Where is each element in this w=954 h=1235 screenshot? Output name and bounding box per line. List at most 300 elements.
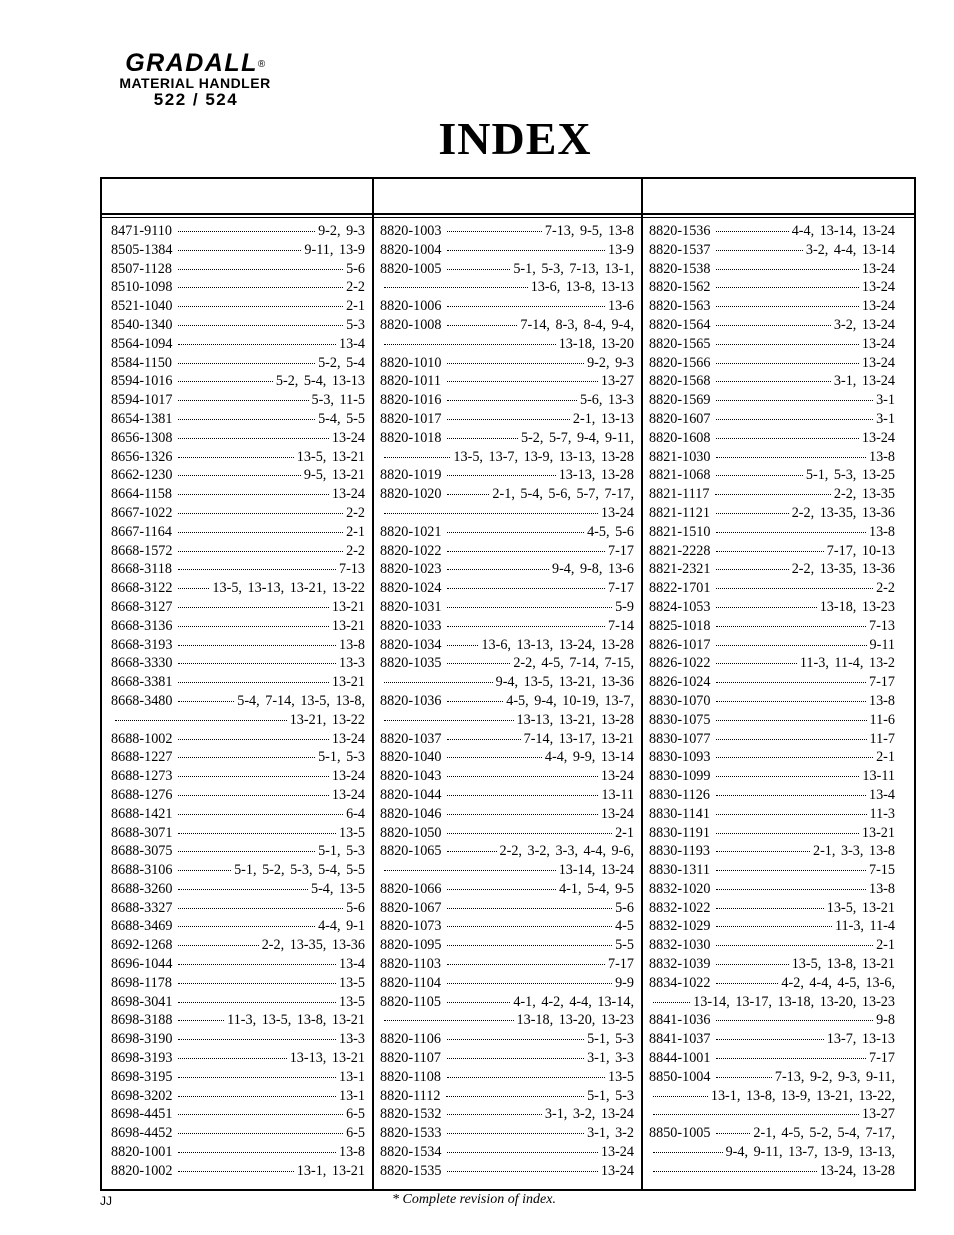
part-number: 8821-1121: [649, 504, 710, 521]
index-entry: [649, 936, 895, 955]
dot-leader: [447, 437, 517, 439]
dot-leader: [716, 437, 858, 439]
part-number: 8521-1040: [111, 298, 173, 315]
part-number: 8821-2228: [649, 542, 711, 559]
dot-leader: [178, 738, 328, 740]
dot-leader: [653, 1001, 690, 1003]
page-references: 6-4: [346, 805, 365, 822]
page-references: 2-1: [876, 937, 895, 954]
page-references: 2-1: [346, 523, 365, 540]
part-number: 8668-3381: [111, 674, 173, 691]
page-references: 2-1: [346, 298, 365, 315]
dot-leader: [178, 963, 336, 965]
page-references: 2-2: [346, 542, 365, 559]
logo-model: 522 / 524: [153, 90, 239, 109]
dot-leader: [716, 888, 866, 890]
part-number: 8824-1053: [649, 598, 711, 615]
dot-leader: [716, 925, 831, 927]
dot-leader: [716, 644, 866, 646]
dot-leader: [716, 456, 866, 458]
page-references: 5-6: [346, 899, 365, 916]
dot-leader: [178, 512, 343, 514]
part-number: 8844-1001: [649, 1050, 711, 1067]
part-number: 8688-3260: [111, 880, 173, 897]
part-number: 8834-1022: [649, 974, 711, 991]
part-number: 8820-1537: [649, 241, 711, 258]
index-entry: [649, 654, 895, 673]
part-number: 8820-1067: [380, 899, 442, 916]
part-number: 8668-3193: [111, 636, 173, 653]
part-number: 8832-1020: [649, 880, 711, 897]
dot-leader: [178, 380, 272, 382]
index-entry: [111, 786, 365, 805]
index-entry: [649, 673, 895, 692]
index-entry: [111, 523, 365, 542]
page-references: 13-24: [861, 298, 895, 315]
dot-leader: [716, 738, 866, 740]
column-divider: [372, 179, 374, 1189]
part-number: 8688-1421: [111, 805, 173, 822]
index-entry: [111, 297, 365, 316]
dot-leader: [178, 474, 300, 476]
dot-leader: [716, 1076, 771, 1078]
page-references: 13-9: [607, 241, 634, 258]
page-references: 13-8: [868, 523, 895, 540]
index-entry: [649, 542, 895, 561]
dot-leader: [115, 719, 287, 721]
index-entry: [649, 1124, 895, 1143]
index-entry: [111, 466, 365, 485]
dot-leader: [178, 681, 328, 683]
dot-leader: [447, 568, 548, 570]
dot-leader: [447, 550, 605, 552]
part-number: 8698-3202: [111, 1087, 173, 1104]
logo-brand-text: GRADALL: [125, 49, 258, 77]
dot-leader: [447, 963, 605, 965]
page-references: 11-3, 11-4: [834, 918, 895, 935]
page-references: 13-6: [607, 298, 634, 315]
part-number: 8668-1572: [111, 542, 173, 559]
part-number: 8688-1273: [111, 768, 173, 785]
dot-leader: [384, 343, 556, 345]
index-entry: [380, 316, 634, 335]
part-number: 8832-1022: [649, 899, 711, 916]
index-entry: [111, 1011, 365, 1030]
dot-leader: [716, 850, 810, 852]
dot-leader: [653, 1113, 859, 1115]
dot-leader: [716, 324, 830, 326]
index-entry: [649, 260, 895, 279]
index-entry: [649, 899, 895, 918]
part-number: 8832-1030: [649, 937, 711, 954]
page-references: 5-2, 5-7, 9-4, 9-11,: [520, 429, 634, 446]
index-entry: [380, 636, 634, 655]
page-references: 7-13, 9-2, 9-3, 9-11,: [774, 1068, 895, 1085]
dot-leader: [447, 399, 577, 401]
page-references: 13-24: [861, 335, 895, 352]
index-entry: [380, 767, 634, 786]
part-number: 8820-1538: [649, 260, 711, 277]
dot-leader: [447, 418, 569, 420]
index-entry: [649, 222, 895, 241]
index-entry: [111, 842, 365, 861]
registered-mark: ®: [257, 59, 267, 70]
dot-leader: [716, 512, 789, 514]
part-number: 8820-1095: [380, 937, 442, 954]
page-references: 13-4: [338, 335, 365, 352]
dot-leader: [178, 832, 336, 834]
dot-leader: [447, 644, 478, 646]
dot-leader: [178, 1057, 286, 1059]
part-number: 8820-1112: [380, 1087, 441, 1104]
dot-leader: [447, 813, 597, 815]
part-number: 8668-3118: [111, 561, 172, 578]
part-number: 8820-1107: [380, 1050, 441, 1067]
part-number: 8820-1033: [380, 617, 442, 634]
index-entry: [380, 222, 634, 241]
page-references: 2-2, 13-35, 13-36: [791, 504, 895, 521]
index-entry: [380, 1011, 634, 1030]
page-references: 5-3: [346, 316, 365, 333]
part-number: 8820-1566: [649, 354, 711, 371]
index-entry: [380, 354, 634, 373]
dot-leader: [178, 437, 328, 439]
page-references: 9-11, 13-9: [304, 241, 365, 258]
index-entry: [111, 410, 365, 429]
dot-leader: [178, 1170, 293, 1172]
page-references: 13-18, 13-20, 13-23: [516, 1012, 634, 1029]
page-references: 13-8: [868, 448, 895, 465]
index-entry: [649, 391, 895, 410]
part-number: 8830-1311: [649, 862, 710, 879]
dot-leader: [716, 700, 866, 702]
page-references: 13-5: [338, 824, 365, 841]
index-entry: [380, 899, 634, 918]
part-number: 8696-1044: [111, 956, 173, 973]
index-entry: [649, 1068, 895, 1087]
dot-leader: [716, 531, 866, 533]
dot-leader: [447, 756, 541, 758]
part-number: 8540-1340: [111, 316, 173, 333]
part-number: 8698-3190: [111, 1031, 173, 1048]
index-entry: [111, 767, 365, 786]
index-entry: [649, 354, 895, 373]
part-number: 8820-1565: [649, 335, 711, 352]
page-references: 2-1, 4-5, 5-2, 5-4, 7-17,: [753, 1125, 895, 1142]
dot-leader: [178, 1151, 336, 1153]
part-number: 8850-1004: [649, 1068, 711, 1085]
index-entry: [111, 335, 365, 354]
part-number: 8820-1010: [380, 354, 442, 371]
dot-leader: [715, 493, 830, 495]
page-references: 11-3: [869, 805, 895, 822]
part-number: 8505-1384: [111, 241, 173, 258]
dot-leader: [716, 568, 788, 570]
dot-leader: [447, 944, 612, 946]
page-references: 13-21: [861, 824, 895, 841]
page-references: 7-14: [607, 617, 634, 634]
part-number: 8820-1046: [380, 805, 442, 822]
dot-leader: [447, 738, 520, 740]
index-entry: [380, 1087, 634, 1106]
dot-leader: [178, 813, 343, 815]
dot-leader: [178, 982, 336, 984]
index-entry: [111, 974, 365, 993]
index-entry: [111, 824, 365, 843]
index-entry: [111, 617, 365, 636]
part-number: 8668-3122: [111, 580, 173, 597]
page-references: 13-6, 13-8, 13-13: [530, 279, 634, 296]
part-number: 8820-1021: [380, 523, 442, 540]
index-entry: [111, 504, 365, 523]
index-entry: [111, 654, 365, 673]
logo-subtitle: MATERIAL HANDLER: [119, 76, 271, 91]
dot-leader: [447, 249, 605, 251]
page-references: 4-4, 9-9, 13-14: [544, 749, 634, 766]
page-references: 13-18, 13-20: [558, 335, 634, 352]
index-entry: [111, 1030, 365, 1049]
index-entry: [380, 429, 634, 448]
page-references: 13-11: [601, 786, 634, 803]
part-number: 8820-1024: [380, 580, 442, 597]
part-number: 8830-1093: [649, 749, 711, 766]
dot-leader: [447, 1001, 510, 1003]
dot-leader: [447, 1132, 584, 1134]
page-references: 13-27: [600, 373, 634, 390]
dot-leader: [178, 775, 328, 777]
page-references: 13-8: [868, 692, 895, 709]
dot-leader: [716, 1057, 866, 1059]
part-number: 8821-2321: [649, 561, 711, 578]
page-references: 13-1: [338, 1068, 365, 1085]
index-entry: [380, 842, 634, 861]
page-references: 3-2, 13-24: [833, 316, 895, 333]
dot-leader: [447, 1113, 541, 1115]
index-entry: [111, 673, 365, 692]
part-number: 8826-1024: [649, 674, 711, 691]
dot-leader: [447, 700, 503, 702]
dot-leader: [447, 474, 555, 476]
index-entry: [380, 993, 634, 1012]
part-number: 8667-1022: [111, 504, 173, 521]
index-entry: [380, 466, 634, 485]
page-references: 13-8: [338, 636, 365, 653]
index-entry: [649, 1143, 895, 1162]
part-number: 8820-1608: [649, 429, 711, 446]
page-references: 13-5, 13-21: [296, 448, 365, 465]
index-entry: [649, 429, 895, 448]
page-references: 5-4, 13-5: [310, 880, 365, 897]
index-entry: [380, 335, 634, 354]
dot-leader: [178, 305, 343, 307]
part-number: 8820-1103: [380, 956, 441, 973]
dot-leader: [178, 644, 336, 646]
part-number: 8820-1066: [380, 880, 442, 897]
page-references: 3-1: [876, 392, 895, 409]
index-column-3: [649, 222, 895, 1181]
page-references: 13-5: [607, 1068, 634, 1085]
page-references: 13-14, 13-17, 13-18, 13-20, 13-23: [693, 993, 895, 1010]
index-entry: [111, 1068, 365, 1087]
part-number: 8820-1043: [380, 768, 442, 785]
dot-leader: [716, 756, 873, 758]
dot-leader: [384, 286, 528, 288]
dot-leader: [716, 343, 858, 345]
part-number: 8826-1022: [649, 655, 711, 672]
page-references: 11-6: [869, 711, 895, 728]
page-references: 5-6: [346, 260, 365, 277]
index-entry: [111, 222, 365, 241]
dot-leader: [716, 550, 823, 552]
index-entry: [649, 466, 895, 485]
dot-leader: [178, 662, 336, 664]
dot-leader: [716, 982, 778, 984]
dot-leader: [447, 380, 598, 382]
page-references: 13-5, 13-13, 13-21, 13-22: [212, 580, 365, 597]
page-references: 13-24: [861, 279, 895, 296]
index-entry: [380, 1124, 634, 1143]
dot-leader: [178, 399, 308, 401]
page-references: 13-8: [868, 880, 895, 897]
page-references: 13-24, 13-28: [819, 1162, 895, 1179]
page-references: 4-4, 9-1: [318, 918, 365, 935]
index-entry: [649, 410, 895, 429]
part-number: 8820-1034: [380, 636, 442, 653]
page-references: 3-1, 3-3: [587, 1050, 634, 1067]
dot-leader: [178, 531, 343, 533]
dot-leader: [447, 1076, 605, 1078]
part-number: 8820-1023: [380, 561, 442, 578]
index-entry: [380, 598, 634, 617]
part-number: 8698-4451: [111, 1106, 173, 1123]
page-references: 13-5, 13-21: [826, 899, 895, 916]
index-entry: [111, 899, 365, 918]
part-number: 8821-1117: [649, 486, 710, 503]
dot-leader: [447, 794, 598, 796]
index-entry: [111, 692, 365, 711]
part-number: 8698-1178: [111, 974, 172, 991]
part-number: 8820-1050: [380, 824, 442, 841]
page-references: 4-2, 4-4, 4-5, 13-6,: [781, 974, 895, 991]
part-number: 8820-1065: [380, 843, 442, 860]
part-number: 8820-1006: [380, 298, 442, 315]
dot-leader: [384, 869, 556, 871]
index-entry: [111, 354, 365, 373]
part-number: 8820-1004: [380, 241, 442, 258]
index-entry: [111, 1049, 365, 1068]
index-entry: [380, 410, 634, 429]
index-entry: [649, 1030, 895, 1049]
dot-leader: [716, 606, 816, 608]
dot-leader: [447, 1151, 597, 1153]
index-entry: [649, 1162, 895, 1181]
index-entry: [111, 1087, 365, 1106]
index-entry: [380, 955, 634, 974]
dot-leader: [447, 662, 510, 664]
index-entry: [380, 974, 634, 993]
index-entry: [380, 297, 634, 316]
dot-leader: [716, 268, 858, 270]
page-references: 13-1, 13-21: [296, 1162, 365, 1179]
table-header-row: [102, 179, 914, 215]
index-entry: [380, 241, 634, 260]
index-entry: [111, 429, 365, 448]
page-references: 5-4, 7-14, 13-5, 13-8,: [237, 692, 365, 709]
dot-leader: [178, 568, 336, 570]
index-entry: [380, 692, 634, 711]
index-entry: [380, 917, 634, 936]
page-references: 7-17: [607, 542, 634, 559]
gradall-logo: [96, 50, 296, 108]
page-references: 13-18, 13-23: [819, 598, 895, 615]
dot-leader: [447, 1057, 584, 1059]
footer-code: JJ: [100, 1194, 112, 1208]
page-references: 4-4, 13-14, 13-24: [791, 223, 895, 239]
dot-leader: [447, 850, 496, 852]
index-entry: [380, 880, 634, 899]
index-column-2: [380, 222, 634, 1181]
column-divider: [641, 179, 643, 1189]
dot-leader: [716, 305, 858, 307]
page-references: 7-17: [868, 1050, 895, 1067]
index-entry: [649, 523, 895, 542]
part-number: 8841-1036: [649, 1012, 711, 1029]
dot-leader: [447, 324, 517, 326]
dot-leader: [716, 587, 873, 589]
index-entry: [380, 1068, 634, 1087]
page-references: 5-2, 5-4, 13-13: [275, 373, 365, 390]
part-number: 8822-1701: [649, 580, 711, 597]
dot-leader: [447, 625, 605, 627]
page-references: 5-1, 5-3: [587, 1087, 634, 1104]
part-number: 8820-1532: [380, 1106, 442, 1123]
page-references: 13-24: [600, 1144, 634, 1161]
part-number: 8820-1044: [380, 786, 442, 803]
page-references: 13-11: [862, 768, 895, 785]
dot-leader: [716, 775, 859, 777]
page-references: 9-4, 9-11, 13-7, 13-9, 13-13,: [725, 1144, 895, 1161]
part-number: 8594-1016: [111, 373, 173, 390]
page-references: 13-13, 13-21: [289, 1050, 365, 1067]
dot-leader: [384, 456, 450, 458]
page-references: 3-1: [876, 410, 895, 427]
index-entry: [380, 748, 634, 767]
page-references: 2-2, 13-35, 13-36: [261, 937, 365, 954]
part-number: 8841-1037: [649, 1031, 711, 1048]
index-entry: [111, 542, 365, 561]
page-references: 13-21: [331, 598, 365, 615]
index-entry: [380, 673, 634, 692]
index-entry: [649, 974, 895, 993]
dot-leader: [716, 662, 796, 664]
part-number: 8820-1036: [380, 692, 442, 709]
dot-leader: [716, 832, 859, 834]
page-references: 13-24: [331, 429, 365, 446]
index-entry: [111, 730, 365, 749]
page-references: 13-24: [600, 805, 634, 822]
index-table: [100, 177, 916, 1191]
page-title: INDEX: [438, 113, 592, 164]
dot-leader: [384, 512, 598, 514]
dot-leader: [447, 832, 612, 834]
part-number: 8830-1141: [649, 805, 710, 822]
index-entry: [111, 372, 365, 391]
part-number: 8820-1535: [380, 1162, 442, 1179]
dot-leader: [447, 493, 489, 495]
page-references: 13-13, 13-28: [558, 467, 634, 484]
dot-leader: [447, 531, 584, 533]
index-entry: [380, 579, 634, 598]
